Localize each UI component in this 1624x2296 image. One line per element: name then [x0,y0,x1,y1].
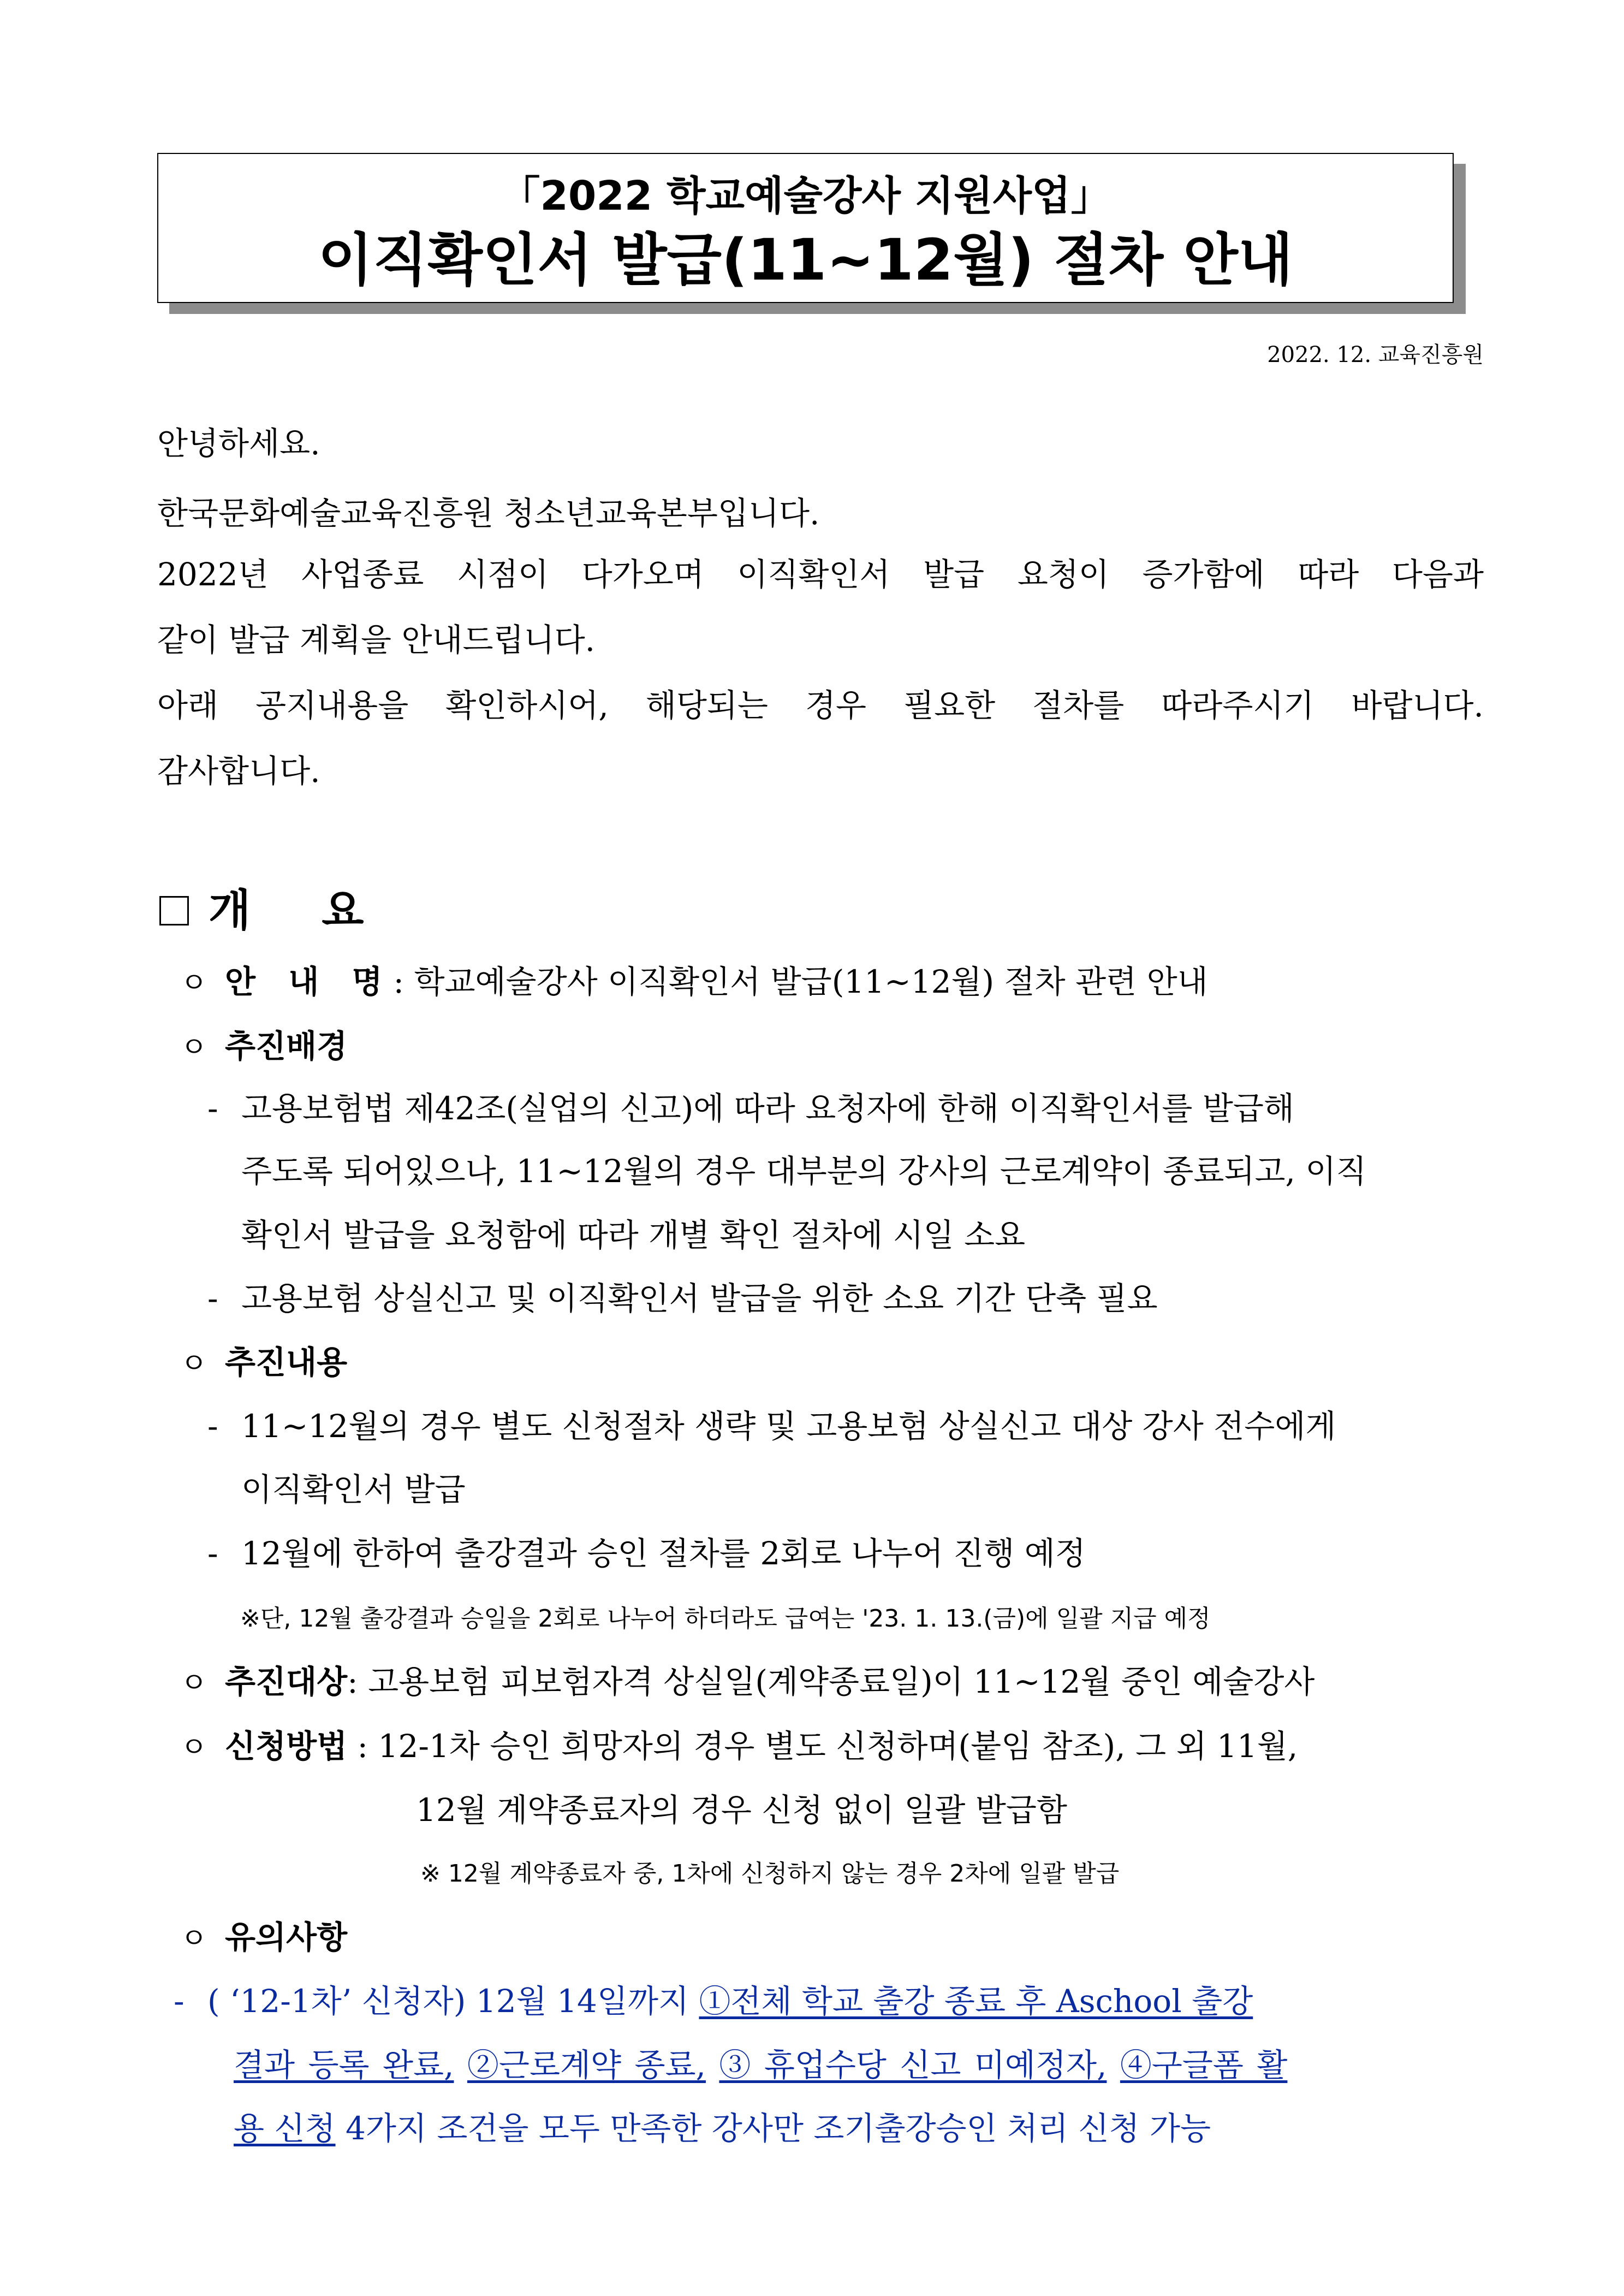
item-caution [180,1915,347,1961]
bullet-icon: ㅇ [180,1348,208,1380]
title-box [157,153,1454,303]
caution-line-1: - ( ‘12-1차’ 신청자) 12월 14일까지 ①전체 학교 출강 종료 후 Aschool 출강 [174,1983,1253,2020]
caution-line-3: 용 신청 4가지 조건을 모두 만족한 강사만 조기출강승인 처리 신청 가능 [234,2110,1211,2147]
item-target [180,1660,1314,1705]
condition-1: ①전체 학교 출강 종료 후 Aschool 출강 [699,1983,1253,2020]
content-note: ※단, 12월 출강결과 승일을 2회로 나누어 하더라도 급여는 '23. 1. 13.(금)에 일괄 지급 예정 [240,1605,1211,1633]
bullet-icon: ㅇ [180,1731,208,1764]
bullet-icon: ㅇ [180,1031,208,1064]
intro-thanks: 감사합니다. [157,752,320,790]
section-heading: 개 요 [159,883,364,938]
item-background [180,1024,347,1070]
bullet-icon: ㅇ [180,967,208,1000]
item-name-label: 안 내 명 [225,963,394,1000]
intro-line-4: 같이 발급 계획을 안내드립니다. [157,621,596,658]
background-line-4: - 고용보험 상실신고 및 이직확인서 발급을 위한 소요 기간 단축 필요 [207,1280,1158,1317]
condition-3: ③ 휴업수당 신고 미예정자, [719,2046,1107,2084]
item-content [180,1340,347,1386]
item-name-text: : 학교예술강사 이직확인서 발급(11~12월) 절차 관련 안내 [393,963,1208,1000]
content-line-3: - 12월에 한하여 출강결과 승인 절차를 2회로 나누어 진행 예정 [207,1535,1086,1572]
background-line-3: 확인서 발급을 요청함에 따라 개별 확인 절차에 시일 소요 [241,1217,1026,1254]
caution-line-2: 결과 등록 완료, ②근로계약 종료, ③ 휴업수당 신고 미예정자, ④구글폼 활 [234,2046,1288,2084]
intro-line-3: 2022년 사업종료 시점이 다가오며 이직확인서 발급 요청이 증가함에 따라 다음과 [157,556,1484,593]
background-line-1: - 고용보험법 제42조(실업의 신고)에 따라 요청자에 한해 이직확인서를 발급해 [207,1090,1294,1127]
condition-4: ④구글폼 활 [1120,2046,1288,2084]
background-line-2: 주도록 되어있으나, 11~12월의 경우 대부분의 강사의 근로계약이 종료되고, 이직 [241,1153,1367,1190]
intro-sender: 한국문화예술교육진흥원 청소년교육본부입니다. [157,495,820,532]
item-target-label: 추진대상 [225,1663,348,1700]
method-note: ※ 12월 계약종료자 중, 1차에 신청하지 않는 경우 2차에 일괄 발급 [420,1860,1120,1888]
intro-greeting: 안녕하세요. [157,425,320,462]
content-line-2: 이직확인서 발급 [241,1471,466,1508]
item-content-label: 추진내용 [225,1344,348,1381]
item-method [180,1724,1298,1770]
title-line-2: 이직확인서 발급(11~12월) 절차 안내 [318,227,1293,293]
title-line-1: 「2022 학교예술강사 지원사업」 [499,173,1111,219]
checkbox-square-icon [159,896,189,925]
issue-date: 2022. 12. 교육진흥원 [1267,342,1484,367]
item-target-text: : 고용보험 피보험자격 상실일(계약종료일)이 11~12월 중인 예술강사 [347,1663,1315,1700]
item-method-label: 신청방법 [225,1728,348,1765]
bullet-icon: ㅇ [180,1923,208,1955]
intro-line-5: 아래 공지내용을 확인하시어, 해당되는 경우 필요한 절차를 따라주시기 바랍니다. [157,687,1484,724]
item-caution-label: 유의사항 [225,1919,348,1956]
condition-2: ②근로계약 종료, [467,2046,706,2084]
item-method-text: : 12-1차 승인 희망자의 경우 별도 신청하며(붙임 참조), 그 외 11월, [347,1728,1298,1765]
content-line-1: - 11~12월의 경우 별도 신청절차 생략 및 고용보험 상실신고 대상 강사 전수에게 [207,1408,1336,1445]
item-background-label: 추진배경 [225,1028,348,1065]
item-name [180,960,1208,1005]
bullet-icon: ㅇ [180,1667,208,1700]
method-line-2: 12월 계약종료자의 경우 신청 없이 일괄 발급함 [416,1791,1067,1829]
